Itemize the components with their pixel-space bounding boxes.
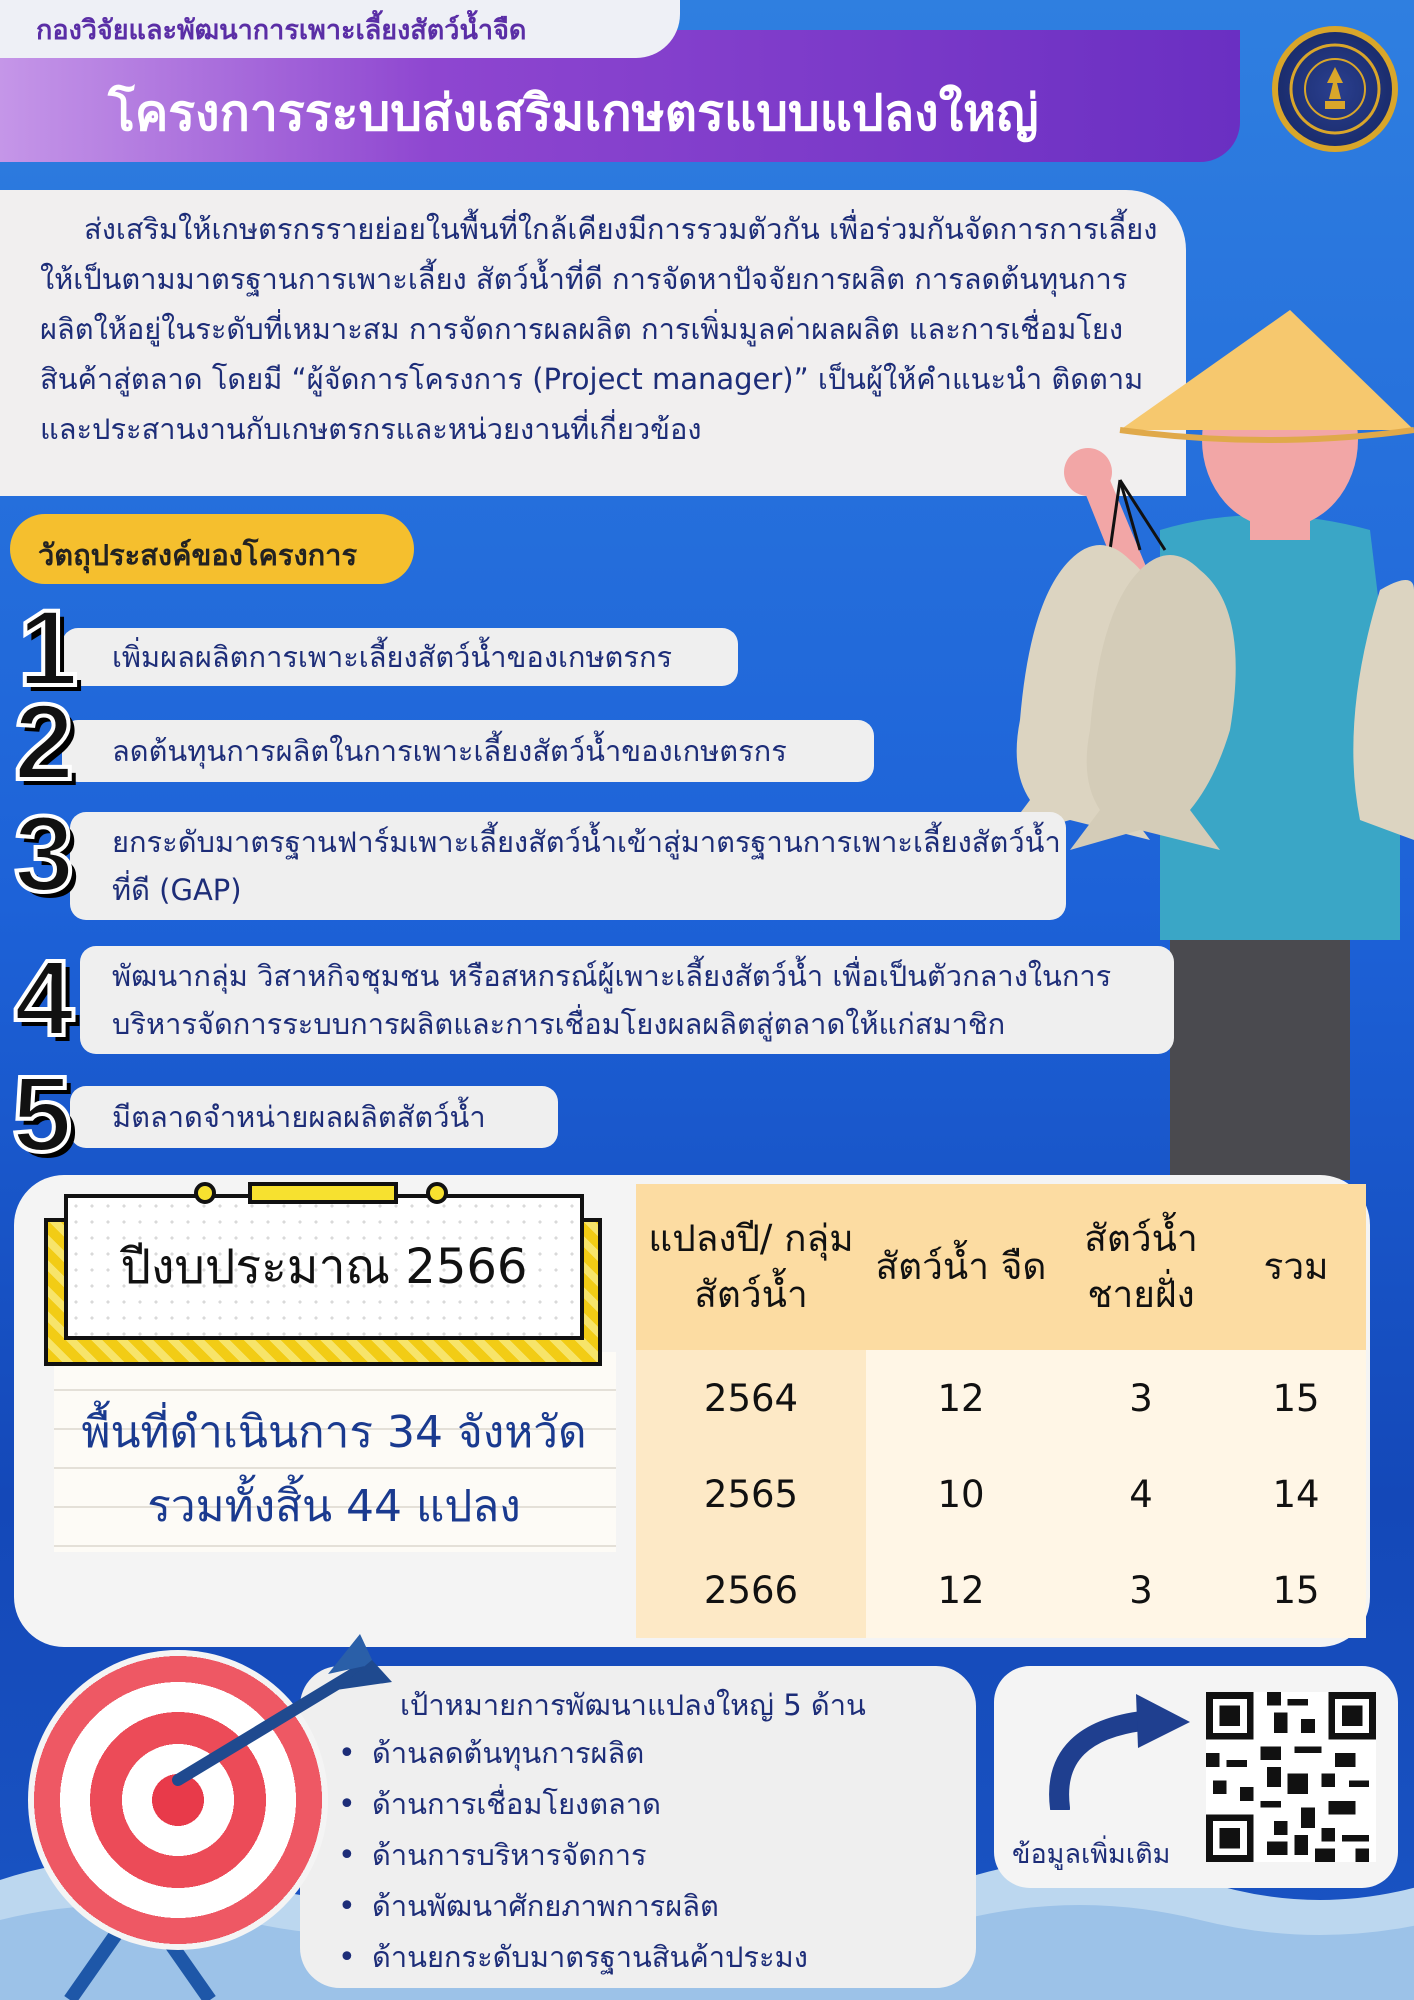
table-cell: 2566 <box>636 1542 866 1638</box>
table-row <box>636 1350 1366 1446</box>
table-cell: 4 <box>1056 1446 1226 1542</box>
seal-emblem-icon <box>1285 39 1385 139</box>
area-provinces: พื้นที่ดำเนินการ 34 จังหวัด <box>81 1407 587 1458</box>
table-row <box>636 1542 1366 1638</box>
objective-text-2: ลดต้นทุนการผลิตในการเพาะเลี้ยงสัตว์น้ำของเกษตรกร <box>112 734 787 768</box>
objective-text-4: พัฒนากลุ่ม วิสาหกิจชุมชน หรือสหกรณ์ผู้เพาะเลี้ยงสัตว์น้ำ เพื่อเป็นตัวกลางในการบริหารจัดการระบบการผลิตและการเชื่อมโยงผลผลิตสู่ตลาดให้แก่สมาชิก <box>112 959 1112 1041</box>
operation-area-summary <box>54 1396 614 1544</box>
table-cell: 2564 <box>636 1350 866 1446</box>
budget-year-box: ปีงบประมาณ 2566 <box>64 1194 584 1340</box>
department-label: กองวิจัยและพัฒนาการเพาะเลี้ยงสัตว์น้ำจืด <box>0 0 680 58</box>
column-header: รวม <box>1226 1184 1366 1350</box>
table-header-row <box>636 1184 1366 1350</box>
clip-dot-right <box>426 1182 448 1204</box>
table-cell: 2565 <box>636 1446 866 1542</box>
clip-dot-left <box>194 1182 216 1204</box>
intro-paragraph: ส่งเสริมให้เกษตรกรรายย่อยในพื้นที่ใกล้เคียงมีการรวมตัวกัน เพื่อร่วมกันจัดการการเลี้ยงให้เป็นตามมาตรฐานการเพาะเลี้ยง สัตว์น้ำที่ดี การจัดหาปัจจัยการผลิต การลดต้นทุนการผลิตให้อยู่ในระดับที่เหมาะสม การจัดการผลผลิต การเพิ่มมูลค่าผลผลิต และการเชื่อมโยงสินค้าสู่ตลาด โดยมี “ผู้จัดการโครงการ (Project manager)” เป็นผู้ให้คำแนะนำ ติดตาม และประสานงานกับเกษตรกรและหน่วยงานที่เกี่ยวข้อง <box>40 212 1158 446</box>
curved-arrow-icon <box>1040 1690 1200 1810</box>
table-cell: 12 <box>866 1350 1056 1446</box>
column-header: สัตว์น้ำ ชายฝั่ง <box>1056 1184 1226 1350</box>
objectives-heading: วัตถุประสงค์ของโครงการ <box>10 514 414 584</box>
table-cell: 10 <box>866 1446 1056 1542</box>
objective-text-3: ยกระดับมาตรฐานฟาร์มเพาะเลี้ยงสัตว์น้ำเข้าสู่มาตรฐานการเพาะเลี้ยงสัตว์น้ำที่ดี (GAP) <box>112 825 1061 907</box>
plots-table <box>636 1184 1366 1638</box>
table-cell: 14 <box>1226 1446 1366 1542</box>
area-plots-total: รวมทั้งสิ้น 44 แปลง <box>147 1481 521 1532</box>
objective-number-1: 1 <box>18 587 79 708</box>
page-title: โครงการระบบส่งเสริมเกษตรแบบแปลงใหญ่ <box>108 84 1039 142</box>
column-header: แปลงปี/ กลุ่มสัตว์น้ำ <box>636 1184 866 1350</box>
goal-item: • ด้านการบริหารจัดการ <box>338 1830 808 1881</box>
table-cell: 12 <box>866 1542 1056 1638</box>
table-cell: 15 <box>1226 1350 1366 1446</box>
goals-title: เป้าหมายการพัฒนาแปลงใหญ่ 5 ด้าน <box>400 1688 866 1722</box>
goal-item: • ด้านลดต้นทุนการผลิต <box>338 1728 808 1779</box>
more-info-label: ข้อมูลเพิ่มเติม <box>1012 1839 1171 1870</box>
column-header: สัตว์น้ำ จืด <box>866 1184 1056 1350</box>
dart-arrow-icon <box>160 1630 400 1830</box>
objective-number-3: 3 <box>14 793 75 914</box>
qr-code[interactable] <box>1206 1692 1376 1862</box>
department-seal-logo <box>1272 26 1398 152</box>
objective-number-4: 4 <box>14 937 75 1058</box>
goal-item: • ด้านการเชื่อมโยงตลาด <box>338 1779 808 1830</box>
objective-number-5: 5 <box>12 1053 73 1174</box>
goal-item: • ด้านยกระดับมาตรฐานสินค้าประมง <box>338 1932 808 1983</box>
clip-decoration <box>248 1182 398 1204</box>
table-cell: 3 <box>1056 1542 1226 1638</box>
goals-list <box>338 1728 808 1983</box>
goal-item: • ด้านพัฒนาศักยภาพการผลิต <box>338 1881 808 1932</box>
table-row <box>636 1446 1366 1542</box>
table-cell: 15 <box>1226 1542 1366 1638</box>
objective-text-5: มีตลาดจำหน่ายผลผลิตสัตว์น้ำ <box>112 1100 486 1134</box>
table-cell: 3 <box>1056 1350 1226 1446</box>
objective-number-2: 2 <box>14 681 75 802</box>
objective-text-1: เพิ่มผลผลิตการเพาะเลี้ยงสัตว์น้ำของเกษตรกร <box>112 640 673 674</box>
